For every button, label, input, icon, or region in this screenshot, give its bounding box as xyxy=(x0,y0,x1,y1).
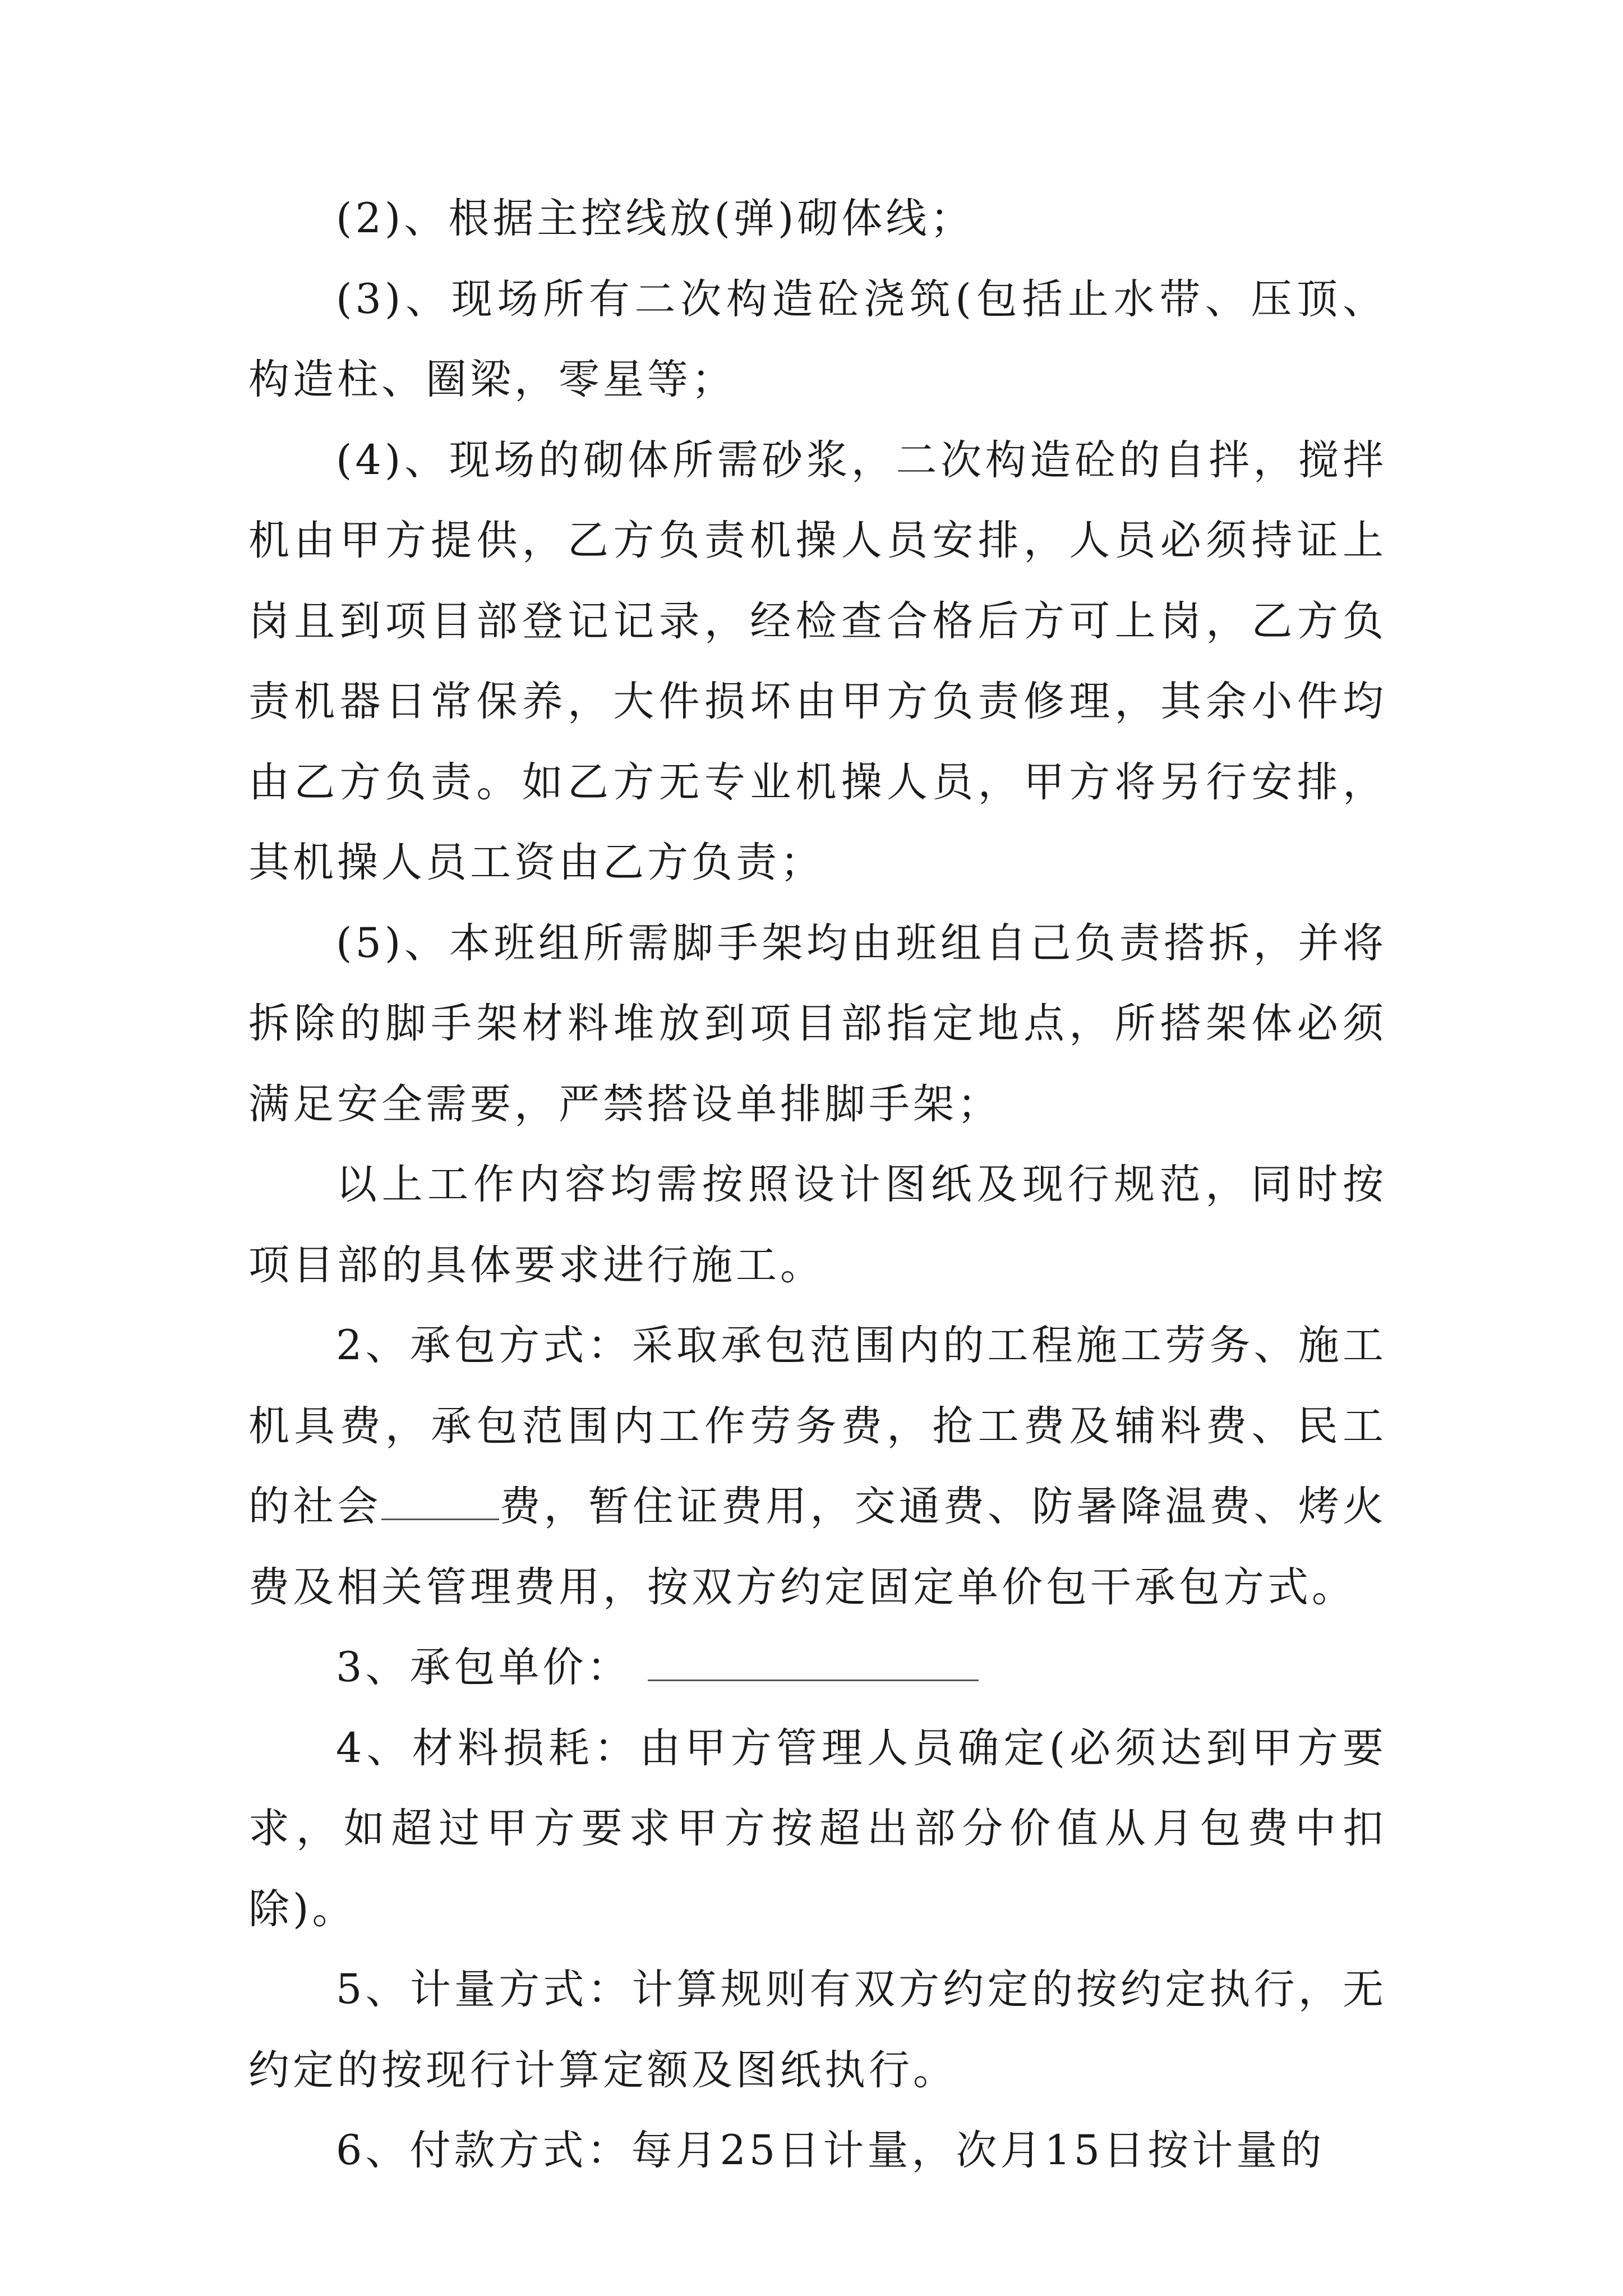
contract-method-text-before: 2、承包方式：采取承包范围内的工程施工劳务、施工机具费，承包范围内工作劳务费，抢工费及辅料费、民工的社会 xyxy=(248,1322,1387,1530)
blank-line-long xyxy=(648,1646,979,1681)
contract-method-text-after: 费，暂住证费用，交通费、防暑降温费、烤火费及相关管理费用，按双方约定固定单价包干承包方式。 xyxy=(248,1483,1387,1611)
paragraph-unit-price xyxy=(248,1627,1387,1708)
paragraph-contract-method xyxy=(248,1305,1387,1627)
paragraph-work-summary: 以上工作内容均需按照设计图纸及现行规范，同时按项目部的具体要求进行施工。 xyxy=(248,1161,1387,1289)
paragraph-item-4: (4)、现场的砌体所需砂浆，二次构造砼的自拌，搅拌机由甲方提供，乙方负责机操人员安排，人员必须持证上岗且到项目部登记记录，经检查合格后方可上岗，乙方负责机器日常保养，大件损坏由甲方负责修理，其余小件均由乙方负责。如乙方无专业机操人员，甲方将另行安排，其机操人员工资由乙方负责； xyxy=(248,436,1387,886)
paragraph-payment: 6、付款方式：每月25日计量，次月15日按计量的 xyxy=(336,2127,1325,2174)
blank-line-short xyxy=(381,1485,499,1520)
paragraph-item-2: (2)、根据主控线放(弹)砌体线； xyxy=(336,195,975,242)
paragraph-item-3: (3)、现场所有二次构造砼浇筑(包括止水带、压顶、构造柱、圈梁，零星等； xyxy=(248,275,1387,403)
unit-price-label: 3、承包单价： xyxy=(336,1644,631,1691)
paragraph-item-5: (5)、本班组所需脚手架均由班组自己负责搭拆，并将拆除的脚手架材料堆放到项目部指定地点，所搭架体必须满足安全需要，严禁搭设单排脚手架； xyxy=(248,919,1387,1128)
paragraph-material-loss: 4、材料损耗：由甲方管理人员确定(必须达到甲方要求，如超过甲方要求甲方按超出部分价值从月包费中扣除)。 xyxy=(248,1724,1387,1933)
paragraph-measurement: 5、计量方式：计算规则有双方约定的按约定执行，无约定的按现行计算定额及图纸执行。 xyxy=(248,1966,1387,2094)
document-body xyxy=(248,178,1387,2191)
